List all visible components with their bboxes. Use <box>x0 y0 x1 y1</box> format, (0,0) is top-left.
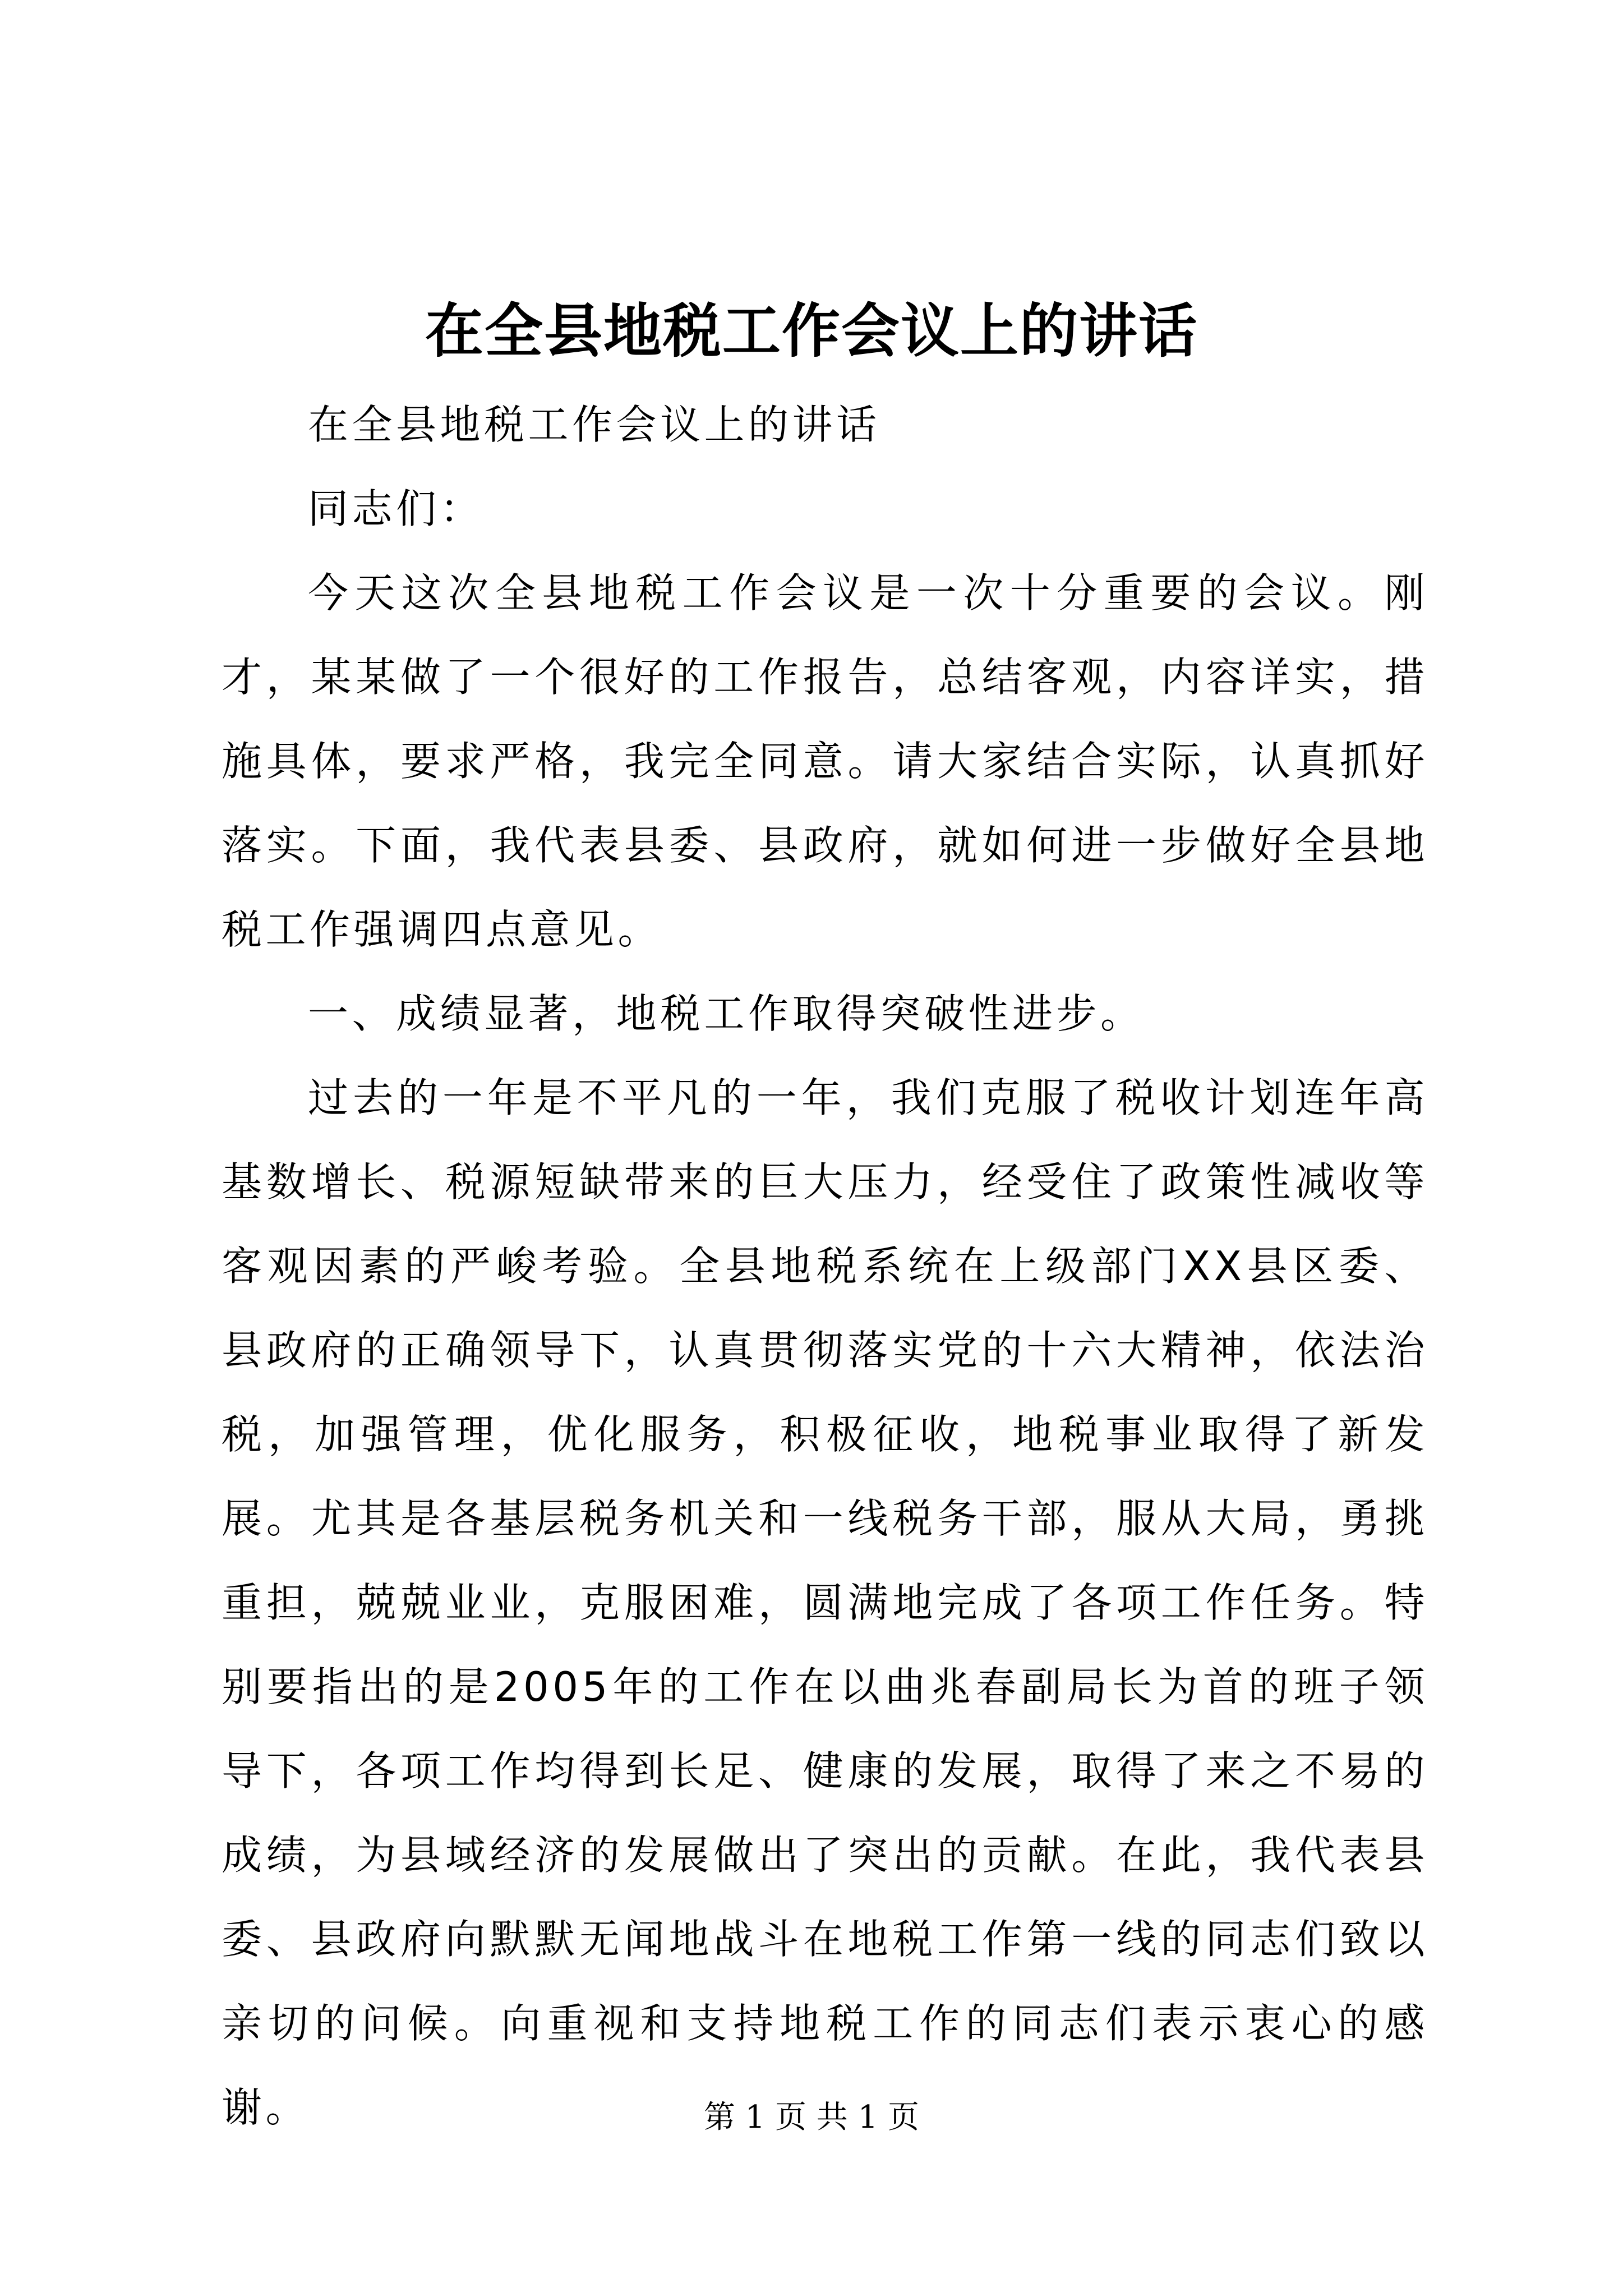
salutation-paragraph: 同志们： <box>308 485 485 532</box>
document-body <box>222 383 1428 2150</box>
body-paragraph: 今天这次全县地税工作会议是一次十分重要的会议。刚才，某某做了一个很好的工作报告，总结客观，内容详实，措施具体，要求严格，我完全同意。请大家结合实际，认真抓好落实。下面，我代表县委、县政府，就如何进一步做好全县地税工作强调四点意见。 <box>222 569 1428 953</box>
page-footer: 第 1 页 共 1 页 <box>703 2099 920 2136</box>
subtitle-paragraph: 在全县地税工作会议上的讲话 <box>308 401 880 448</box>
body-paragraph: 过去的一年是不平凡的一年，我们克服了税收计划连年高基数增长、税源短缺带来的巨大压力，经受住了政策性减收等客观因素的严峻考验。全县地税系统在上级部门XX县区委、县政府的正确领导下，认真贯彻落实党的十六大精神，依法治税，加强管理，优化服务，积极征收，地税事业取得了新发展。尤其是各基层税务机关和一线税务干部，服从大局，勇挑重担，兢兢业业，克服困难，圆满地完成了各项工作任务。特别要指出的是2005年的工作在以曲兆春副局长为首的班子领导下，各项工作均得到长足、健康的发展，取得了来之不易的成绩，为县域经济的发展做出了突出的贡献。在此，我代表县委、县政府向默默无闻地战斗在地税工作第一线的同志们致以亲切的问候。向重视和支持地税工作的同志们表示衷心的感谢。 <box>222 1074 1428 2131</box>
document-title: 在全县地税工作会议上的讲话 <box>425 296 1198 365</box>
section-heading: 一、成绩显著，地税工作取得突破性进步。 <box>308 990 1145 1037</box>
